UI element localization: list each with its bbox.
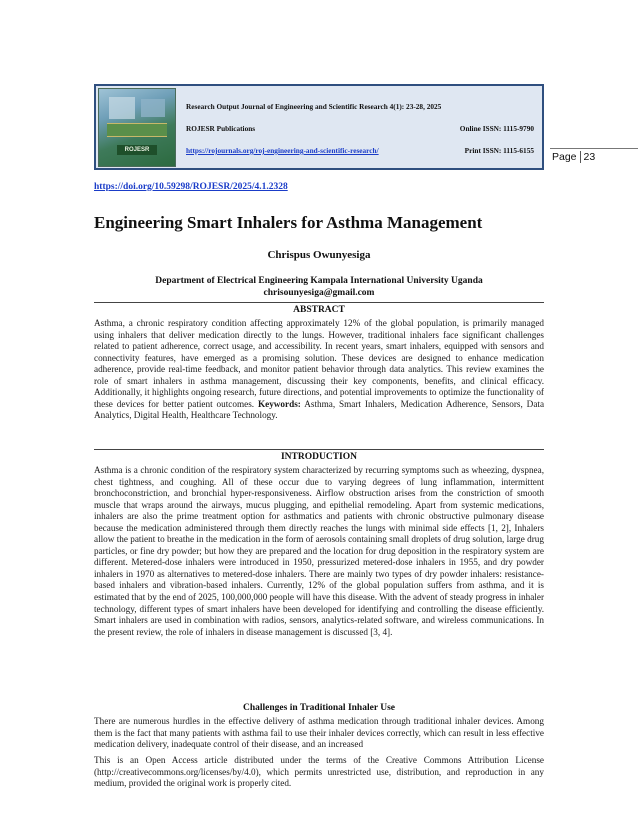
print-issn: Print ISSN: 1115-6155 [464, 146, 534, 155]
journal-url-link[interactable]: https://rojournals.org/roj-engineering-and-scientific-research/ [186, 146, 379, 155]
affiliation-text: Department of Electrical Engineering Kampala International University Uganda [155, 276, 483, 286]
page-label: Page [552, 151, 577, 163]
license-text: This is an Open Access article distributed under the terms of the Creative Commons Attribution License (http://creativecommons.org/licenses/by/4.0), which permits unrestricted use, distribution, and reproduction in any medium, provided the original work is properly cited. [94, 755, 544, 789]
article-title: Engineering Smart Inhalers for Asthma Management [94, 213, 483, 232]
cover-logo: ROJESR [117, 145, 157, 155]
journal-cover-image [98, 88, 176, 167]
keywords-label: Keywords: [257, 398, 301, 409]
cover-band [107, 123, 167, 137]
introduction-heading: INTRODUCTION [280, 452, 357, 462]
challenges-text: There are numerous hurdles in the effective delivery of asthma medication through traditional inhaler devices. Among them is the fact that many patients with asthma fail to use their inhaler devices correctly, which can result in less effective medication delivery, inadequate control of their disease, and an increased [94, 716, 544, 750]
page-value: 23 [583, 151, 596, 163]
keywords-text: Asthma, Smart Inhalers, Medication Adherence, Sensors, Data Analytics, Digital Health, Healthcare Technology. [94, 398, 545, 421]
abstract-text [94, 318, 544, 422]
article-author: Chrispus Owunyesiga [267, 249, 371, 261]
introduction-text: Asthma is a chronic condition of the respiratory system characterized by recurring symptoms such as wheezing, dyspnea, chest tightness, and coughing. All of these occur due to varying degrees of lung inflammation, intermittent bronchoconstriction, and bronchial hyper-responsiveness. Airflow obstruction arises from the constriction of smooth muscle that wraps around the airways, mucus plugging, and epithelial remodeling. Apart from systemic medications, inhalers are also the prime treatment option for asthmatics and patients with chronic obstructive pulmonary disease because the medication administered through them directly reaches the lungs with minimal side effects [1, 2], Inhalers allow the patient to breathe in the medication in the form of aerosols containing small droplets of drug solution, large drug particles, or fine dry powder; but how they are prepared and the location for drug deposition in the respiratory system are different. Metered-dose inhalers were introduced in 1950, pressurized metered-dose inhalers in 1955, and dry powder inhalers in 1970 as alternatives to metered-dose inhalers. There are mainly two types of dry powder inhalers: resistance-based inhalers and vibration-based inhalers. Currently, 12% of the global population suffers from asthma, and it is estimated that by the end of 2025, 100,000,000 people will have this disease. With the advent of steady progress in inhaler technology, different types of smart inhalers have been developed for identifying and controlling the disease efficiently. Smart inhalers are used in combination with radios, sensors, analytics-related software, and wireless communications. In the present review, the role of inhalers in disease management is discussed [3, 4]. [94, 465, 544, 637]
journal-info [186, 86, 542, 168]
journal-name: Research Output Journal of Engineering and Scientific Research 4(1): 23-28, 2025 [186, 102, 442, 111]
publisher: ROJESR Publications [186, 124, 256, 133]
challenges-heading: Challenges in Traditional Inhaler Use [242, 703, 396, 713]
author-affiliation [94, 275, 544, 299]
divider [94, 302, 544, 303]
cover-decoration [141, 99, 165, 117]
online-issn: Online ISSN: 1115-9790 [459, 124, 534, 133]
doi-link[interactable]: https://doi.org/10.59298/ROJESR/2025/4.1.2328 [94, 182, 288, 192]
page-number [550, 148, 638, 163]
journal-header [94, 84, 544, 170]
divider [94, 449, 544, 450]
abstract-body: Asthma, a chronic respiratory condition affecting approximately 12% of the global population, is primarily managed using inhalers that deliver medication directly to the lungs. However, traditional inhalers face significant challenges related to patient adherence, correct usage, and accessibility. In recent years, smart inhalers, equipped with sensors and connectivity features, have emerged as a promising solution. These devices are designed to enhance medication adherence, provide real-time feedback, and monitor patient behavior through data analytics. This review examines the role of smart inhalers in asthma management, discussing their key components, benefits, and clinical efficacy. Additionally, it highlights ongoing research, future directions, and potential improvements to optimize the functionality of these devices for better patient outcomes. [94, 318, 544, 409]
cover-decoration [109, 97, 135, 119]
author-email: chrisounyesiga@gmail.com [263, 288, 375, 298]
abstract-heading: ABSTRACT [293, 305, 345, 315]
